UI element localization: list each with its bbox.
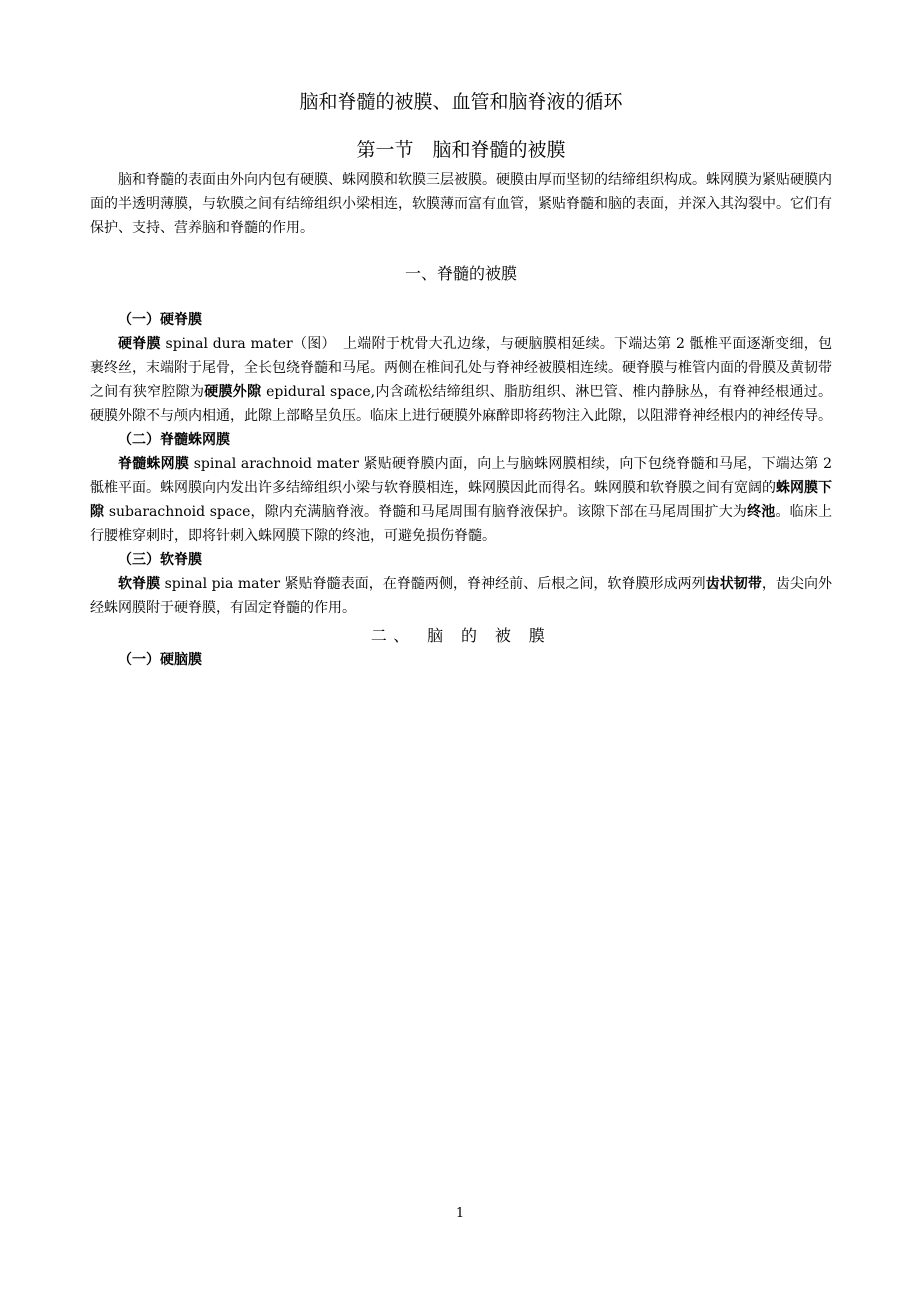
subarachnoid-space-term: 蛛网膜下隙 (90, 480, 832, 520)
section-title: 第一节 脑和脊髓的被膜 (356, 139, 566, 161)
dura-paragraph (90, 332, 832, 428)
document-title: 脑和脊髓的被膜、血管和脑脊液的循环 (299, 91, 623, 113)
arachnoid-paragraph (90, 452, 832, 548)
arachnoid-term: 脊髓蛛网膜 (118, 456, 190, 472)
arachnoid-text-1: spinal arachnoid mater 紧贴硬脊膜内面，向上与脑蛛网膜相续，向下包绕脊髓和马尾，下端达第 2 骶椎平面。蛛网膜向内发出许多结缔组织小梁与软脊膜相连，蛛网膜因此而得名。蛛网膜和软脊膜之间有宽阔的 (90, 456, 832, 496)
pia-heading: （三）软脊膜 (118, 552, 202, 568)
pia-term: 软脊膜 (118, 576, 161, 592)
arachnoid-text-2: subarachnoid space，隙内充满脑脊液。脊髓和马尾周围有脑脊液保护。该隙下部在马尾周围扩大为 (104, 504, 748, 520)
pia-text-1: spinal pia mater 紧贴脊髓表面，在脊髓两侧，脊神经前、后根之间，软脊膜形成两列 (160, 576, 706, 592)
dura-text-1: spinal dura mater（图） 上端附于枕骨大孔边缘，与硬脑膜相延续。下端达第 2 骶椎平面逐渐变细，包裹终丝，末端附于尾骨，全长包绕脊髓和马尾。两侧在椎间孔处与脊神经被膜相连续。硬脊膜与椎管内面的骨膜及黄韧带之间有狭窄腔隙为 (90, 336, 832, 400)
pia-paragraph (90, 572, 832, 620)
dura-text-2: epidural space,内含疏松结缔组织、脂肪组织、淋巴管、椎内静脉丛，有脊神经根通过。硬膜外隙不与颅内相通，此隙上部略呈负压。临床上进行硬膜外麻醉即将药物注入此隙，以阻滞脊神经根内的神经传导。 (90, 384, 833, 424)
part1-heading: 一、脊髓的被膜 (404, 264, 517, 283)
denticulate-ligament-term: 齿状韧带 (705, 576, 762, 592)
dura-heading: （一）硬脊膜 (118, 312, 202, 328)
part2-heading: 二、 脑 的 被 膜 (370, 626, 552, 645)
arachnoid-heading: （二）脊髓蛛网膜 (118, 432, 230, 448)
page-number: 1 (455, 1206, 465, 1221)
cerebral-dura-heading: （一）硬脑膜 (118, 652, 202, 668)
epidural-space-term: 硬膜外隙 (204, 384, 262, 400)
page-content (90, 88, 832, 672)
terminal-cistern-term: 终池 (747, 504, 776, 520)
dura-term: 硬脊膜 (118, 336, 161, 352)
pia-text-2: ，齿尖向外经蛛网膜附于硬脊膜，有固定脊髓的作用。 (90, 576, 833, 616)
intro-paragraph: 脑和脊髓的表面由外向内包有硬膜、蛛网膜和软膜三层被膜。硬膜由厚而坚韧的结缔组织构成。蛛网膜为紧贴硬膜内面的半透明薄膜，与软膜之间有结缔组织小梁相连，软膜薄而富有血管，紧贴脊髓和脑的表面，并深入其沟裂中。它们有保护、支持、营养脑和脊髓的作用。 (90, 172, 832, 236)
arachnoid-text-3: 。临床上行腰椎穿刺时，即将针刺入蛛网膜下隙的终池，可避免损伤脊髓。 (90, 504, 833, 544)
